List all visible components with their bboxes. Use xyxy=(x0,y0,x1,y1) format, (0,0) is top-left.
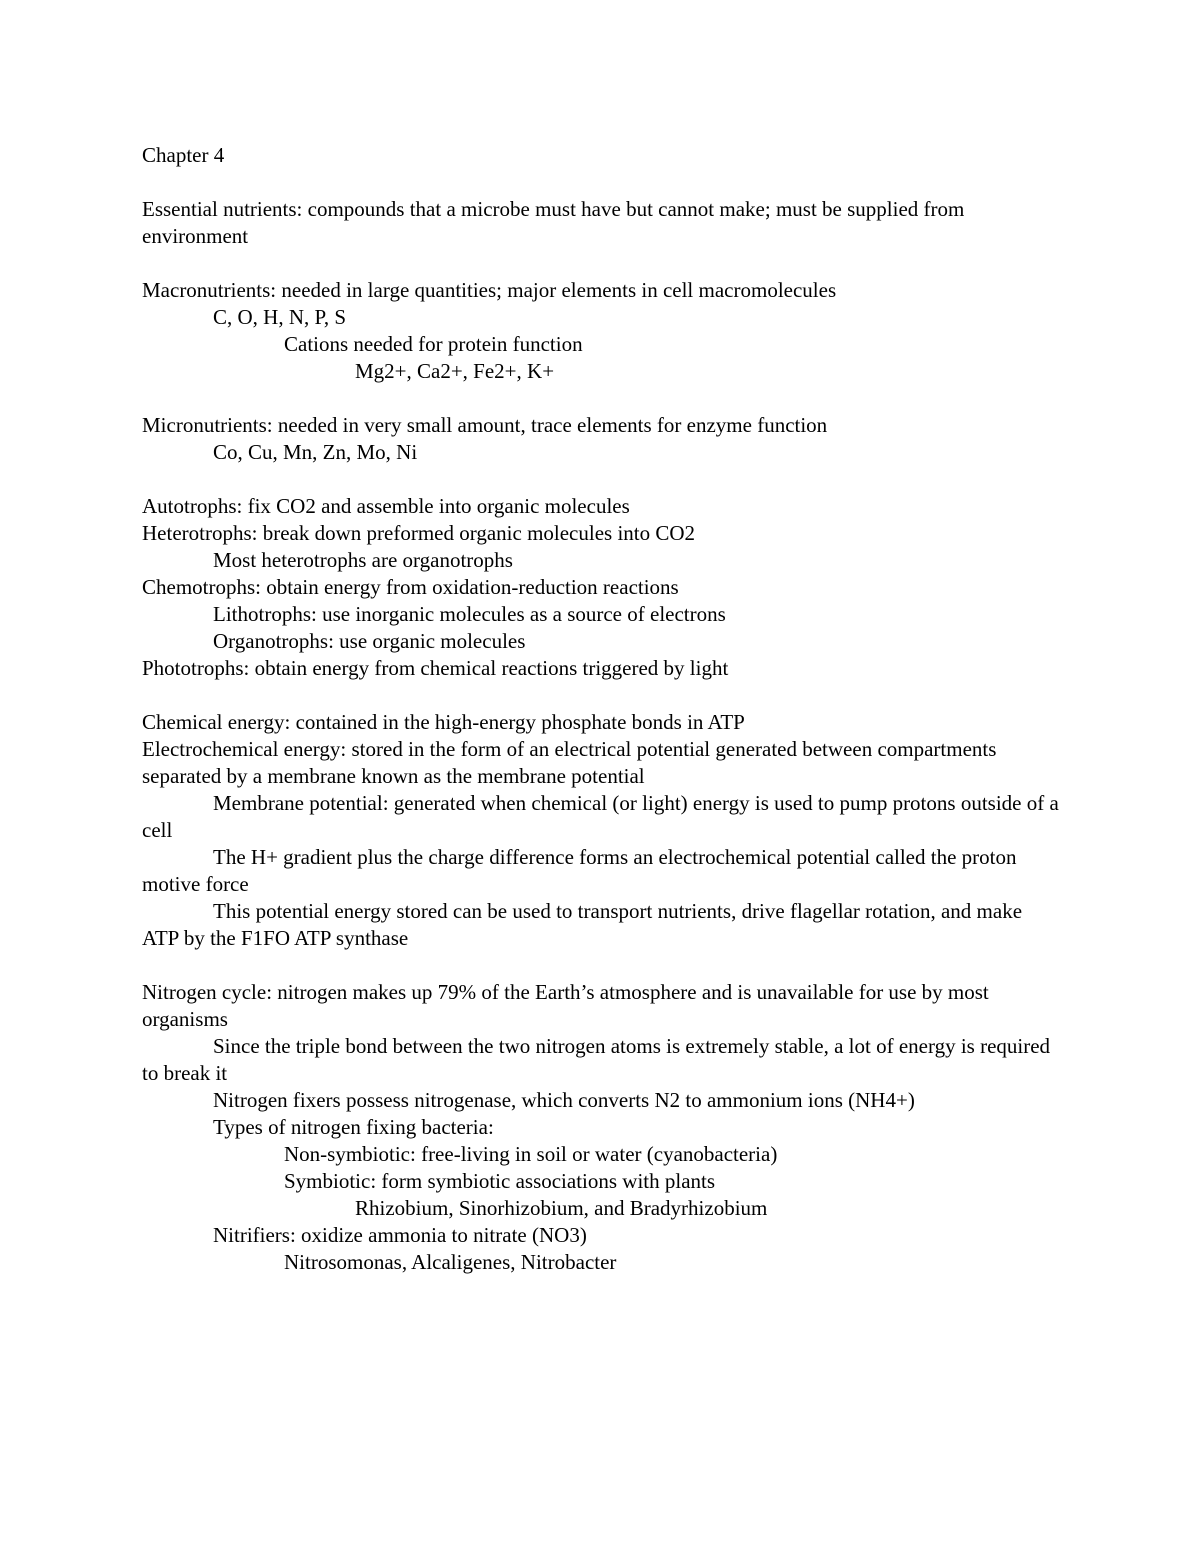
potential-use-paragraph: This potential energy stored can be used to transport nutrients, drive flagellar rotation, and make ATP by the F1FO ATP synthase xyxy=(142,899,1027,950)
heterotrophs-line: Heterotrophs: break down preformed organic molecules into CO2 xyxy=(142,521,696,545)
organotrophs-line: Organotrophs: use organic molecules xyxy=(213,629,526,653)
micronutrient-elements: Co, Cu, Mn, Zn, Mo, Ni xyxy=(213,440,418,464)
blank-line xyxy=(142,250,1062,277)
chemical-energy-line: Chemical energy: contained in the high-energy phosphate bonds in ATP xyxy=(142,710,745,734)
blank-line xyxy=(142,466,1062,493)
symbiotic-line: Symbiotic: form symbiotic associations with plants xyxy=(284,1169,716,1193)
cations-line: Cations needed for protein function xyxy=(284,332,583,356)
triple-bond-paragraph: Since the triple bond between the two nitrogen atoms is extremely stable, a lot of energy is required to break it xyxy=(142,1034,1056,1085)
electrochemical-energy-paragraph: Electrochemical energy: stored in the form of an electrical potential generated between compartments separated by a membrane known as the membrane potential xyxy=(142,737,1002,788)
nitrifier-examples-line: Nitrosomonas, Alcaligenes, Nitrobacter xyxy=(284,1250,617,1274)
non-symbiotic-line: Non-symbiotic: free-living in soil or water (cyanobacteria) xyxy=(284,1142,778,1166)
lithotrophs-line: Lithotrophs: use inorganic molecules as a source of electrons xyxy=(213,602,726,626)
macronutrients-heading: Macronutrients: needed in large quantities; major elements in cell macromolecules xyxy=(142,278,837,302)
blank-line xyxy=(142,169,1062,196)
most-heterotrophs-line: Most heterotrophs are organotrophs xyxy=(213,548,513,572)
essential-nutrients-paragraph: Essential nutrients: compounds that a microbe must have but cannot make; must be supplied from environment xyxy=(142,197,970,248)
nitrogen-fixers-line: Nitrogen fixers possess nitrogenase, which converts N2 to ammonium ions (NH4+) xyxy=(213,1088,915,1112)
gradient-paragraph: The H+ gradient plus the charge difference forms an electrochemical potential called the proton motive force xyxy=(142,845,1022,896)
nitrifiers-line: Nitrifiers: oxidize ammonia to nitrate (NO3) xyxy=(213,1223,587,1247)
autotrophs-line: Autotrophs: fix CO2 and assemble into organic molecules xyxy=(142,494,630,518)
chapter-title: Chapter 4 xyxy=(142,143,225,167)
macronutrient-elements: C, O, H, N, P, S xyxy=(213,305,347,329)
cation-list: Mg2+, Ca2+, Fe2+, K+ xyxy=(355,359,555,383)
blank-line xyxy=(142,952,1062,979)
nitrogen-cycle-paragraph: Nitrogen cycle: nitrogen makes up 79% of the Earth’s atmosphere and is unavailable for use by most organisms xyxy=(142,980,995,1031)
document-body xyxy=(142,142,1065,1276)
phototrophs-line: Phototrophs: obtain energy from chemical reactions triggered by light xyxy=(142,656,729,680)
membrane-potential-paragraph: Membrane potential: generated when chemical (or light) energy is used to pump protons outside of a cell xyxy=(142,791,1065,842)
symbiotic-examples-line: Rhizobium, Sinorhizobium, and Bradyrhizobium xyxy=(355,1196,768,1220)
blank-line xyxy=(142,385,1062,412)
micronutrients-heading: Micronutrients: needed in very small amount, trace elements for enzyme function xyxy=(142,413,828,437)
fixing-bacteria-types-line: Types of nitrogen fixing bacteria: xyxy=(213,1115,494,1139)
chemotrophs-line: Chemotrophs: obtain energy from oxidation-reduction reactions xyxy=(142,575,679,599)
blank-line xyxy=(142,682,1062,709)
